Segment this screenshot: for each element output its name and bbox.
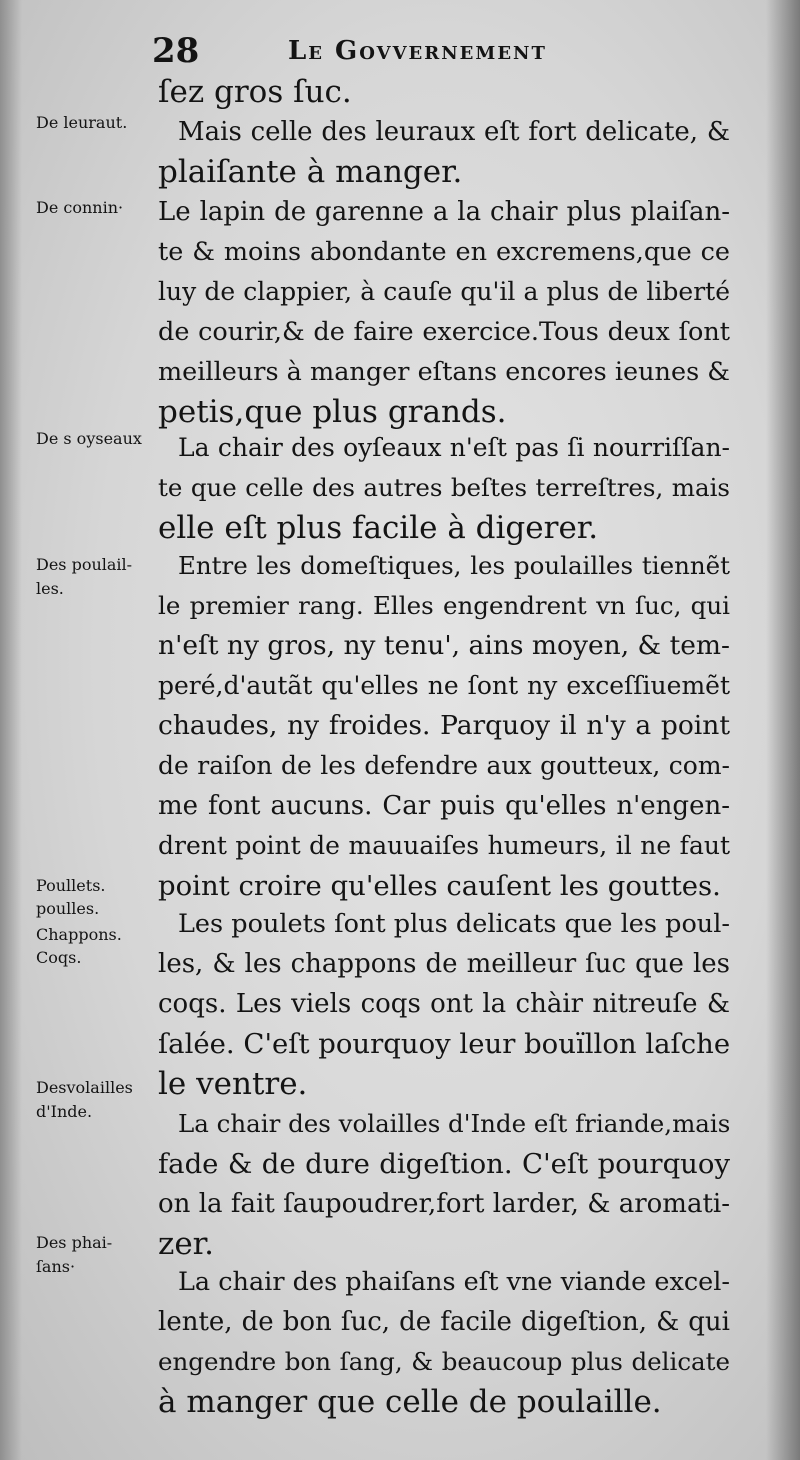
margin-note: Chappons. — [36, 925, 122, 944]
text-line: te & moins abondante en excremens,que ce — [158, 237, 730, 267]
text-line: point croire qu'elles cauſent les gouttes. — [158, 870, 721, 902]
margin-note: Des phai- — [36, 1233, 113, 1252]
text-line: me font aucuns. Car puis qu'elles n'engen- — [158, 791, 730, 821]
text-line: te que celle des autres beſtes terreſtres, mais — [158, 473, 730, 502]
running-title: Le Govvernement — [288, 36, 547, 66]
margin-note: De leuraut. — [36, 113, 128, 132]
text-line: lente, de bon ſuc, de facile digeſtion, & qui — [158, 1307, 730, 1337]
page-number: 28 — [152, 31, 200, 71]
text-line: on la fait ſaupoudrer,fort larder, & aromati- — [158, 1189, 730, 1219]
margin-note: Des poulail- — [36, 555, 133, 574]
text-line: meilleurs à manger eſtans encores ieunes & — [158, 357, 730, 387]
text-line: ſalée. C'eſt pourquoy leur bouïllon laſche — [158, 1028, 731, 1060]
text-line: coqs. Les viels coqs ont la chàir nitreuſe & — [158, 989, 730, 1019]
margin-note: ſans· — [36, 1257, 76, 1276]
text-line: n'eſt ny gros, ny tenu', ains moyen, & tem- — [158, 630, 730, 661]
text-line: le premier rang. Elles engendrent vn ſuc, qui — [158, 591, 730, 620]
page-header — [0, 26, 800, 76]
text-line: de courir,& de faire exercice.Tous deux ſont — [158, 317, 730, 347]
margin-note: De s oyseaux — [36, 429, 142, 448]
text-line: plaiſante à manger. — [158, 154, 463, 190]
margin-note: Poullets. — [36, 876, 106, 895]
margin-note: Coqs. — [36, 948, 82, 967]
text-line: Mais celle des leuraux eſt fort delicate, & — [178, 117, 730, 147]
text-line: elle eſt plus facile à digerer. — [158, 510, 599, 546]
text-line: La chair des oyſeaux n'eſt pas ſi nourriſſan- — [178, 433, 730, 462]
page-shadow-left — [0, 0, 22, 1460]
text-line: petis,que plus grands. — [158, 394, 507, 430]
page-shadow-right — [766, 0, 800, 1460]
text-line: à manger que celle de poulaille. — [158, 1384, 662, 1420]
text-line: luy de clappier, à cauſe qu'il a plus de liberté — [158, 277, 730, 306]
text-line: chaudes, ny froides. Parquoy il n'y a point — [158, 710, 730, 741]
text-line: ſez gros ſuc. — [158, 74, 352, 110]
text-line: Le lapin de garenne a la chair plus plaiſan- — [158, 197, 730, 227]
text-line: peré,d'autãt qu'elles ne ſont ny exceſſiuemẽt — [158, 671, 730, 700]
margin-note: Desvolailles — [36, 1078, 133, 1097]
text-line: zer. — [158, 1226, 214, 1262]
margin-note: les. — [36, 579, 64, 598]
margin-note: poulles. — [36, 899, 100, 918]
margin-note: d'Inde. — [36, 1102, 93, 1121]
text-line: fade & de dure digeſtion. C'eſt pourquoy — [158, 1148, 730, 1180]
text-line: le ventre. — [158, 1066, 308, 1102]
text-line: de raiſon de les defendre aux goutteux, com- — [158, 751, 730, 780]
text-line: La chair des volailles d'Inde eſt friande,mais — [178, 1109, 731, 1138]
text-line: drent point de mauuaiſes humeurs, il ne faut — [158, 831, 730, 860]
text-line: engendre bon ſang, & beaucoup plus delicate — [158, 1347, 730, 1376]
text-line: Les poulets ſont plus delicats que les poul- — [178, 909, 730, 939]
text-line: La chair des phaiſans eſt vne viande excel- — [178, 1267, 730, 1297]
margin-note: De connin· — [36, 198, 124, 217]
text-line: les, & les chappons de meilleur ſuc que les — [158, 949, 730, 979]
text-line: Entre les domeſtiques, les poulailles tiennẽt — [178, 551, 730, 580]
